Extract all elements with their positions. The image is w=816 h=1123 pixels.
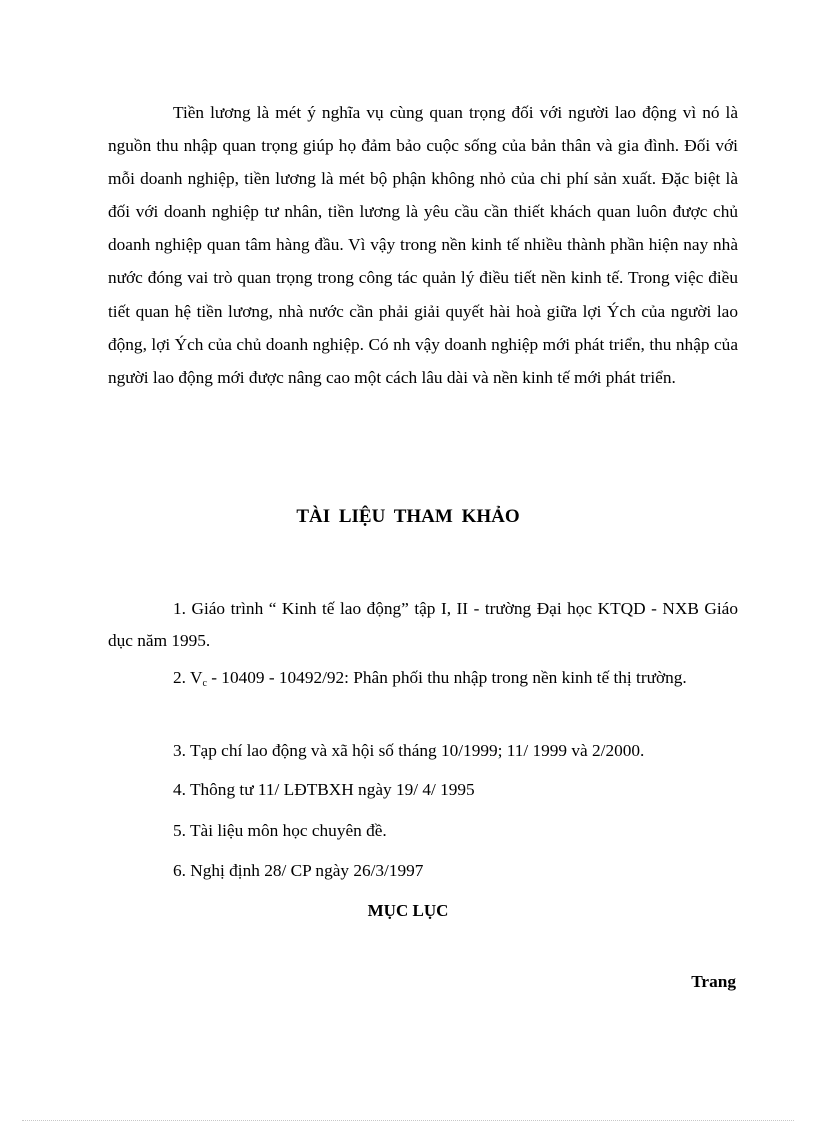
reference-item-4: 4. Thông tư 11/ LĐTBXH ngày 19/ 4/ 1995	[173, 780, 475, 799]
reference-item-5: 5. Tài liệu môn học chuyên đề.	[173, 821, 387, 840]
body-paragraph: Tiền lương là mét ý nghĩa vụ cùng quan trọng đối với người lao động vì nó là nguồn thu nhập quan trọng giúp họ đảm bảo cuộc sống của bản thân và gia đình. Đối với mỗi doanh nghiệp, tiền lương là mét bộ phận không nhỏ của chi phí sản xuất. Đặc biệt là đối với doanh nghiệp tư nhân, tiền lương là yêu cầu cần thiết khách quan luôn được chủ doanh nghiệp quan tâm hàng đầu. Vì vậy trong nền kinh tế nhiều thành phần hiện nay nhà nước đóng vai trò quan trọng trong công tác quản lý điều tiết nền kinh tế. Trong việc điều tiết quan hệ tiền lương, nhà nước cần phải giải quyết hài hoà giữa lợi Ých của người lao động, lợi Ých của chủ doanh nghiệp. Có nh vậy doanh nghiệp mới phát triển, thu nhập của người lao động mới được nâng cao một cách lâu dài và nền kinh tế mới phát triển.	[108, 103, 738, 387]
reference-item-2-text: - 10409 - 10492/92: Phân phối thu nhập trong nền kinh tế thị trường.	[206, 668, 687, 687]
toc-heading: MỤC LỤC	[367, 901, 449, 920]
reference-item-6: 6. Nghị định 28/ CP ngày 26/3/1997	[173, 861, 424, 880]
reference-item-3: 3. Tạp chí lao động và xã hội số tháng 10/1999; 11/ 1999 và 2/2000.	[173, 741, 645, 760]
reference-item-2-prefix: 2. V	[173, 668, 203, 687]
page-bottom-divider	[22, 1120, 794, 1121]
reference-item-2-subscript: c	[202, 678, 207, 689]
reference-item-1: 1. Giáo trình “ Kinh tế lao động” tập I, II - trường Đại học KTQD - NXB Giáo dục năm 1995.	[108, 599, 738, 650]
toc-page-column-label: Trang	[691, 972, 736, 991]
reference-item-2	[108, 662, 738, 694]
references-heading: TÀI LIỆU THAM KHẢO	[296, 506, 520, 527]
